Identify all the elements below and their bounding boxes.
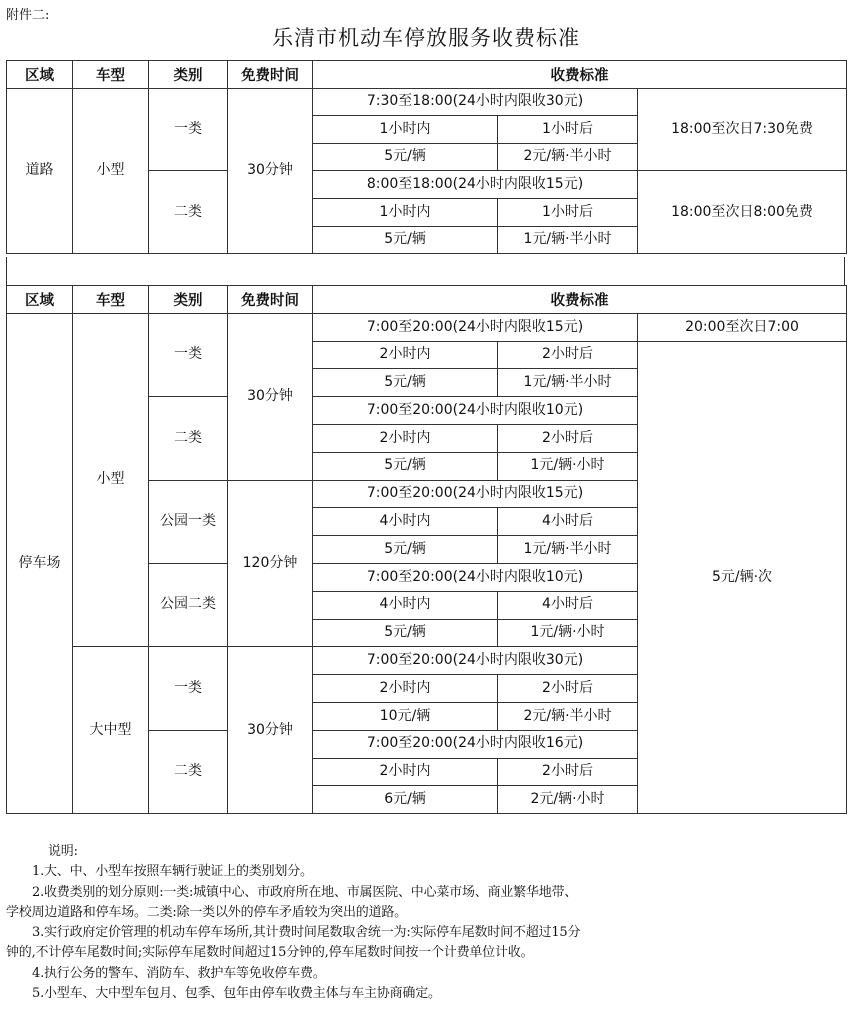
lot-l1-after-label: 2小时后 bbox=[498, 675, 638, 703]
lot-l2-name: 二类 bbox=[149, 730, 228, 813]
lot-p1-after-price: 1元/辆·半小时 bbox=[498, 536, 638, 564]
lot-p2-first-label: 4小时内 bbox=[313, 591, 498, 619]
lot-small-vehicle: 小型 bbox=[73, 313, 149, 647]
road-cat1-first-price: 5元/辆 bbox=[313, 143, 498, 171]
lot-p1-first-label: 4小时内 bbox=[313, 508, 498, 536]
road-fee-table bbox=[6, 60, 847, 254]
lot-header-row bbox=[7, 286, 847, 314]
lot-large-vehicle: 大中型 bbox=[73, 647, 149, 814]
header-standard: 收费标准 bbox=[313, 61, 847, 89]
header-vehicle: 车型 bbox=[73, 61, 149, 89]
lot-p1-after-label: 4小时后 bbox=[498, 508, 638, 536]
road-cat2-first-price: 5元/辆 bbox=[313, 226, 498, 254]
road-cat1-first-label: 1小时内 bbox=[313, 116, 498, 144]
header-free-time: 免费时间 bbox=[228, 61, 313, 89]
road-cat1-after-label: 1小时后 bbox=[498, 116, 638, 144]
table-separator bbox=[6, 257, 845, 285]
lot-night-time: 20:00至次日7:00 bbox=[638, 313, 847, 341]
road-cat2-name: 二类 bbox=[149, 171, 228, 254]
page-title: 乐清市机动车停放服务收费标准 bbox=[272, 26, 580, 50]
table-row bbox=[7, 88, 847, 116]
lot-large-free-30: 30分钟 bbox=[228, 647, 313, 814]
table-row bbox=[7, 313, 847, 341]
header-free-time: 免费时间 bbox=[228, 286, 313, 314]
lot-park-free-120: 120分钟 bbox=[228, 480, 313, 647]
lot-p1-first-price: 5元/辆 bbox=[313, 536, 498, 564]
lot-s1-after-price: 1元/辆·半小时 bbox=[498, 369, 638, 397]
notes-heading: 说明: bbox=[48, 844, 78, 859]
road-cat2-free-note: 18:00至次日8:00免费 bbox=[638, 171, 847, 254]
lot-l1-first-label: 2小时内 bbox=[313, 675, 498, 703]
lot-night-price: 5元/辆·次 bbox=[638, 341, 847, 814]
road-cat2-period: 8:00至18:00(24小时内限收15元) bbox=[313, 171, 638, 199]
road-vehicle: 小型 bbox=[73, 88, 149, 254]
road-cat2-after-label: 1小时后 bbox=[498, 198, 638, 226]
road-cat1-period: 7:30至18:00(24小时内限收30元) bbox=[313, 88, 638, 116]
lot-p2-name: 公园二类 bbox=[149, 563, 228, 646]
note-2-line-1: 2.收费类别的划分原则:一类:城镇中心、市政府所在地、市属医院、中心菜市场、商业繁华地带、 bbox=[32, 884, 578, 900]
road-cat1-free-note: 18:00至次日7:30免费 bbox=[638, 88, 847, 171]
lot-l1-first-price: 10元/辆 bbox=[313, 702, 498, 730]
note-3-line-2: 钟的,不计停车尾数时间;实际停车尾数时间超过15分钟的,停车尾数时间按一个计费单位计收。 bbox=[6, 945, 534, 961]
header-standard: 收费标准 bbox=[313, 286, 847, 314]
lot-l1-name: 一类 bbox=[149, 647, 228, 730]
lot-small-free-30: 30分钟 bbox=[228, 313, 313, 480]
lot-s2-after-price: 1元/辆·小时 bbox=[498, 452, 638, 480]
road-cat2-first-label: 1小时内 bbox=[313, 198, 498, 226]
road-cat1-after-price: 2元/辆·半小时 bbox=[498, 143, 638, 171]
lot-l2-after-price: 2元/辆·小时 bbox=[498, 786, 638, 814]
lot-p2-period: 7:00至20:00(24小时内限收10元) bbox=[313, 563, 638, 591]
road-free-time: 30分钟 bbox=[228, 88, 313, 254]
note-5: 5.小型车、大中型车包月、包季、包年由停车收费主体与车主协商确定。 bbox=[32, 986, 441, 1002]
lot-l2-after-label: 2小时后 bbox=[498, 758, 638, 786]
lot-s2-name: 二类 bbox=[149, 397, 228, 480]
lot-l2-period: 7:00至20:00(24小时内限收16元) bbox=[313, 730, 638, 758]
lot-s1-first-price: 5元/辆 bbox=[313, 369, 498, 397]
road-cat1-name: 一类 bbox=[149, 88, 228, 171]
annex-label: 附件二: bbox=[6, 8, 50, 23]
lot-s2-after-label: 2小时后 bbox=[498, 424, 638, 452]
lot-p2-after-price: 1元/辆·小时 bbox=[498, 619, 638, 647]
lot-s1-name: 一类 bbox=[149, 313, 228, 396]
lot-l1-after-price: 2元/辆·半小时 bbox=[498, 702, 638, 730]
notes-section bbox=[6, 842, 846, 1004]
lot-p1-name: 公园一类 bbox=[149, 480, 228, 563]
lot-l2-first-label: 2小时内 bbox=[313, 758, 498, 786]
road-area: 道路 bbox=[7, 88, 73, 254]
lot-s2-first-price: 5元/辆 bbox=[313, 452, 498, 480]
lot-s1-period: 7:00至20:00(24小时内限收15元) bbox=[313, 313, 638, 341]
note-1: 1.大、中、小型车按照车辆行驶证上的类别划分。 bbox=[32, 864, 313, 880]
lot-p2-first-price: 5元/辆 bbox=[313, 619, 498, 647]
road-header-row bbox=[7, 61, 847, 89]
lot-s1-after-label: 2小时后 bbox=[498, 341, 638, 369]
lot-s1-first-label: 2小时内 bbox=[313, 341, 498, 369]
lot-fee-table bbox=[6, 285, 847, 814]
note-4: 4.执行公务的警车、消防车、救护车等免收停车费。 bbox=[32, 965, 326, 981]
header-category: 类别 bbox=[149, 61, 228, 89]
note-2-line-2: 学校周边道路和停车场。二类:除一类以外的停车矛盾较为突出的道路。 bbox=[6, 904, 407, 920]
header-category: 类别 bbox=[149, 286, 228, 314]
header-area: 区域 bbox=[7, 286, 73, 314]
lot-l1-period: 7:00至20:00(24小时内限收30元) bbox=[313, 647, 638, 675]
note-3-line-1: 3.实行政府定价管理的机动车停车场所,其计费时间尾数取舍统一为:实际停车尾数时间不超过15分 bbox=[32, 925, 581, 941]
lot-s2-first-label: 2小时内 bbox=[313, 424, 498, 452]
header-vehicle: 车型 bbox=[73, 286, 149, 314]
lot-s2-period: 7:00至20:00(24小时内限收10元) bbox=[313, 397, 638, 425]
road-cat2-after-price: 1元/辆·半小时 bbox=[498, 226, 638, 254]
lot-p2-after-label: 4小时后 bbox=[498, 591, 638, 619]
header-area: 区域 bbox=[7, 61, 73, 89]
lot-p1-period: 7:00至20:00(24小时内限收15元) bbox=[313, 480, 638, 508]
lot-l2-first-price: 6元/辆 bbox=[313, 786, 498, 814]
lot-area: 停车场 bbox=[7, 313, 73, 813]
